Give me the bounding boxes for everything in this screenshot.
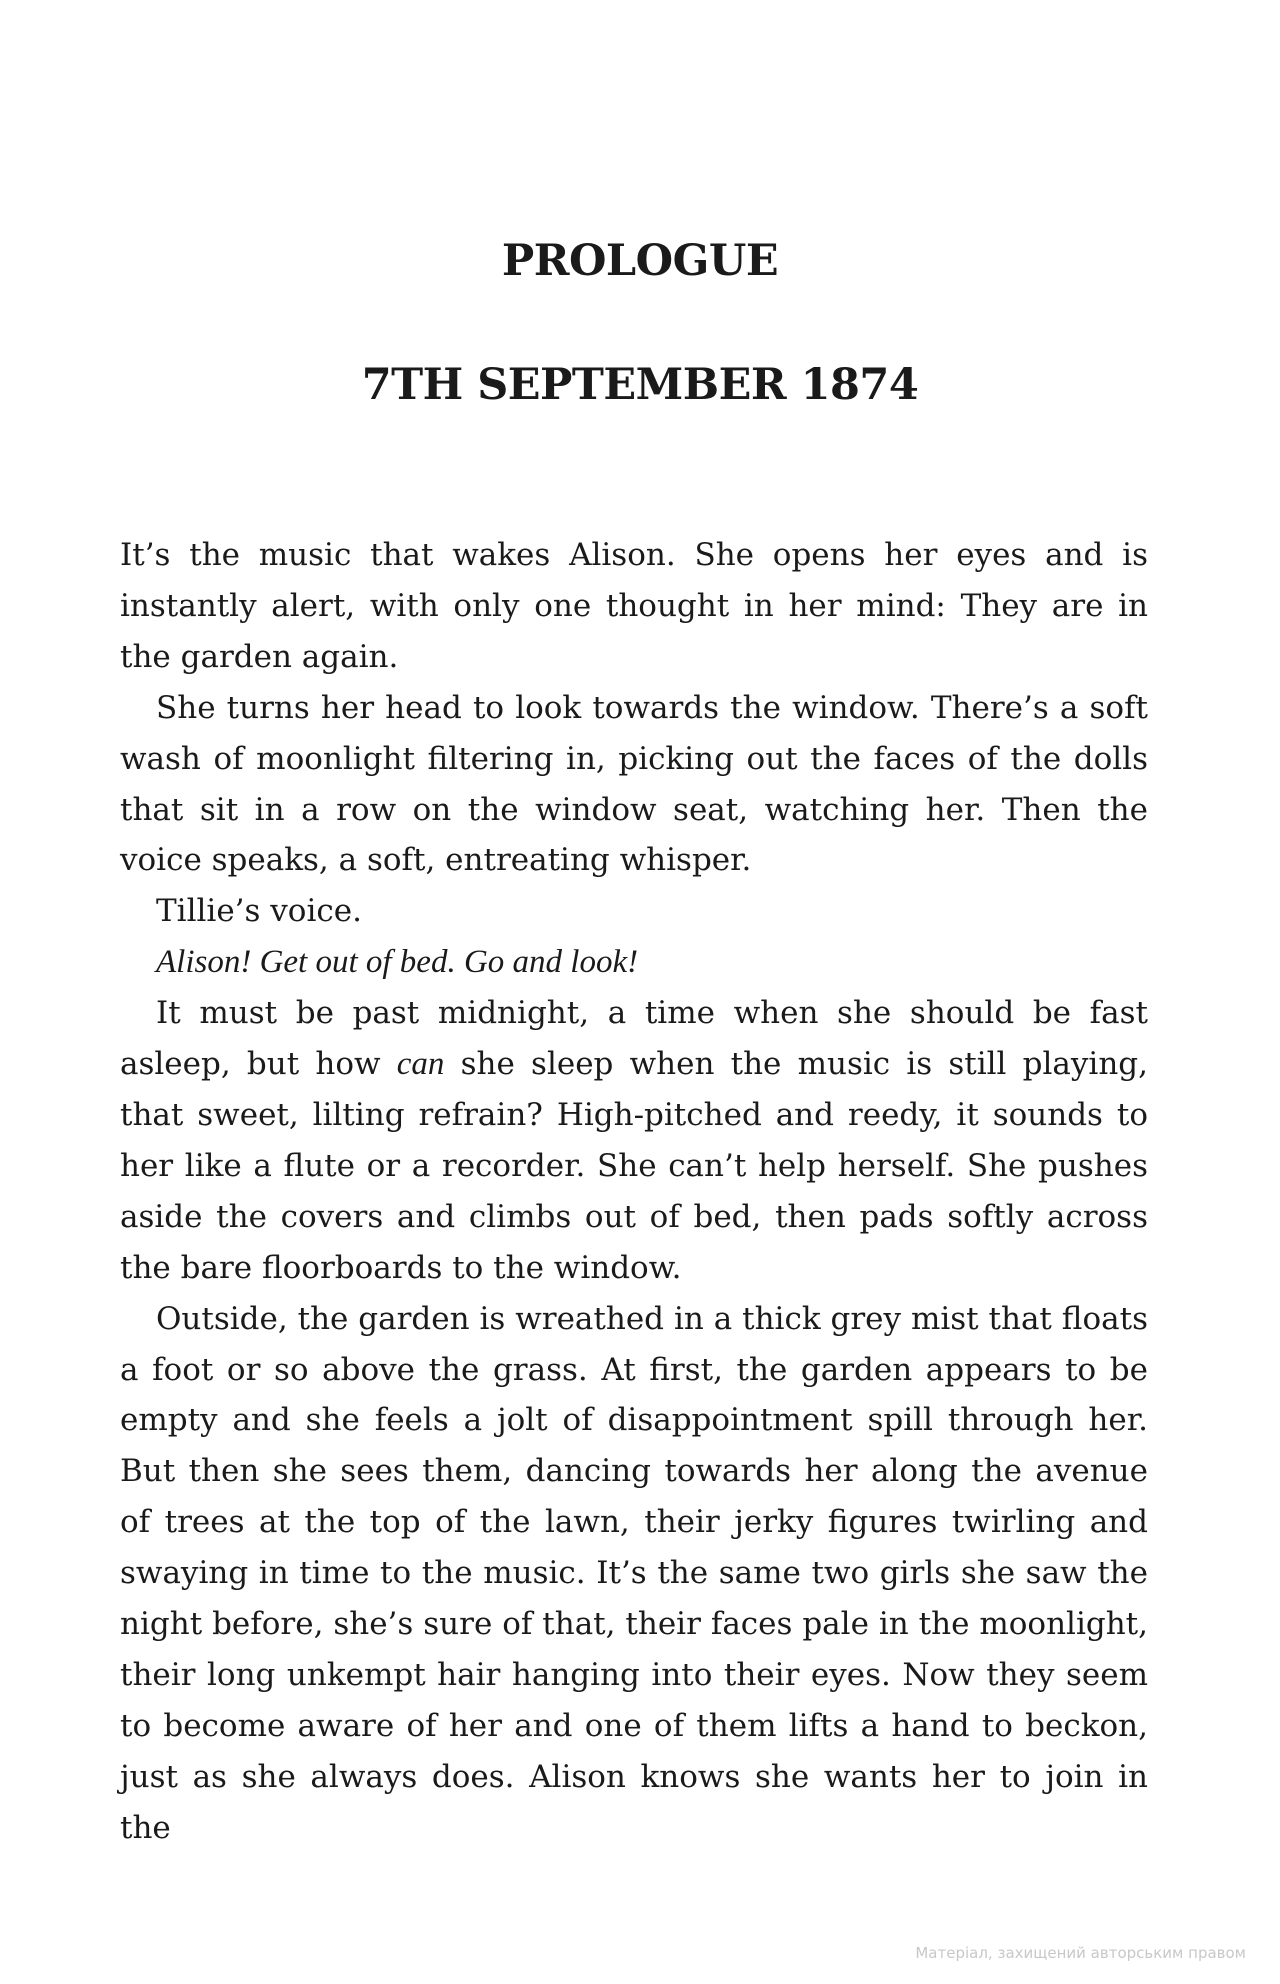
paragraph-5-after: she sleep when the music is still playing, that sweet, lilting refrain? High-pitched and reedy, it sounds to her like a flute or a recorder. She can’t help herself. She pushes aside the covers and climbs out of bed, then pads softly across the bare floorboards to the window. bbox=[120, 1046, 1149, 1286]
copyright-watermark: Матеріал, захищений авторським правом bbox=[915, 1944, 1246, 1962]
paragraph-3: Tillie’s voice. bbox=[156, 893, 362, 930]
paragraph-4-italic bbox=[120, 937, 1148, 988]
paragraph-2: She turns her head to look towards the window. There’s a soft wash of moonlight filtering in, picking out the faces of the dolls that sit in a row on the window seat, watching her. Then the voice speaks, a soft, entreating whisper. bbox=[120, 689, 1148, 879]
paragraph-1: It’s the music that wakes Alison. She opens her eyes and is instantly alert, with only one thought in her mind: They are in the garden again. bbox=[120, 537, 1148, 675]
chapter-body bbox=[120, 530, 1148, 1854]
paragraph-5-before: It must be past midnight, a time when she should be fast asleep, but how bbox=[120, 995, 1148, 1083]
emphasis-word: can bbox=[396, 1046, 445, 1083]
paragraph-6: Outside, the garden is wreathed in a thick grey mist that floats a foot or so above the grass. At first, the garden appears to be empty and she feels a jolt of disappointment spill through her. But then she sees them, dancing towards her along the avenue of trees at the top of the lawn, their jerky figures twirling and swaying in time to the music. It’s the same two girls she saw the night before, she’s sure of that, their faces pale in the moonlight, their long unkempt hair hanging into their eyes. Now they seem to become aware of her and one of them lifts a hand to beckon, just as she always does. Alison knows she wants her to join in the bbox=[120, 1300, 1148, 1846]
chapter-title: PROLOGUE bbox=[501, 236, 779, 286]
italic-whisper: Alison! Get out of bed. Go and look! bbox=[156, 944, 639, 981]
paragraph-5 bbox=[120, 988, 1148, 1293]
chapter-date: 7TH SEPTEMBER 1874 bbox=[361, 360, 919, 410]
